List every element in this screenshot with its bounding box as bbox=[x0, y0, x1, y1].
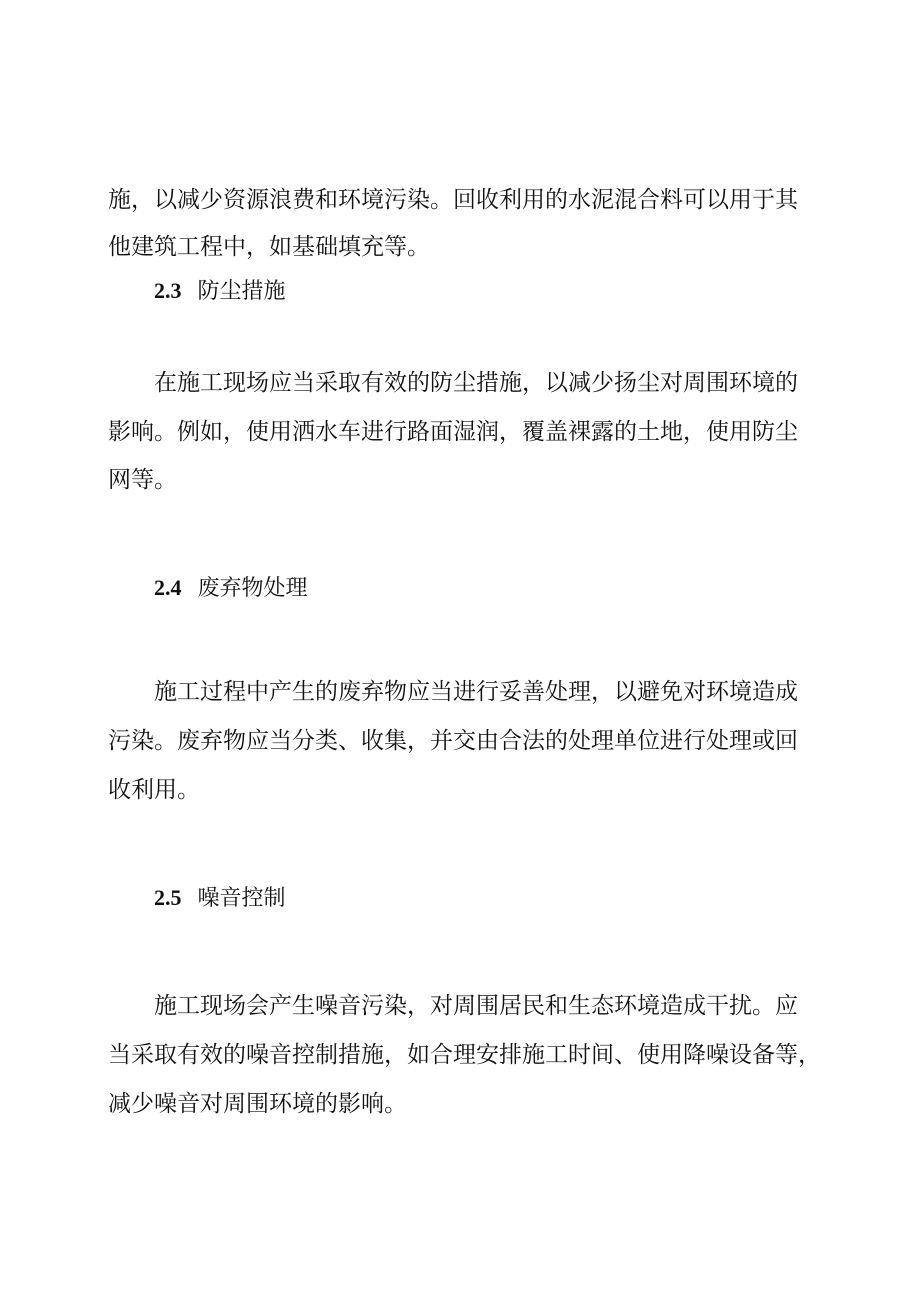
section-title: 防尘措施 bbox=[197, 279, 286, 304]
section-number: 2.5 bbox=[154, 885, 182, 910]
paragraph-line: 网等。 bbox=[108, 467, 177, 493]
section-heading bbox=[154, 883, 286, 914]
paragraph-line: 施工过程中产生的废弃物应当进行妥善处理，以避免对环境造成 bbox=[154, 679, 798, 705]
section-title: 噪音控制 bbox=[197, 886, 286, 911]
paragraph-line: 在施工现场应当采取有效的防尘措施，以减少扬尘对周围环境的 bbox=[154, 370, 798, 396]
paragraph-line: 他建筑工程中，如基础填充等。 bbox=[108, 234, 430, 260]
paragraph-line: 收利用。 bbox=[108, 777, 200, 803]
section-number: 2.4 bbox=[154, 575, 182, 600]
section-heading bbox=[154, 276, 286, 307]
section-heading bbox=[154, 573, 308, 604]
section-number: 2.3 bbox=[154, 278, 182, 303]
paragraph-line: 影响。例如，使用洒水车进行路面湿润，覆盖裸露的土地，使用防尘 bbox=[108, 419, 798, 445]
paragraph-line: 施，以减少资源浪费和环境污染。回收利用的水泥混合料可以用于其 bbox=[108, 187, 798, 213]
paragraph-line: 减少噪音对周围环境的影响。 bbox=[108, 1091, 407, 1117]
paragraph-line: 污染。废弃物应当分类、收集，并交由合法的处理单位进行处理或回 bbox=[108, 728, 798, 754]
paragraph-line: 当采取有效的噪音控制措施，如合理安排施工时间、使用降噪设备等， bbox=[108, 1042, 821, 1068]
section-title: 废弃物处理 bbox=[197, 576, 308, 601]
paragraph-line: 施工现场会产生噪音污染，对周围居民和生态环境造成干扰。应 bbox=[154, 993, 798, 1019]
